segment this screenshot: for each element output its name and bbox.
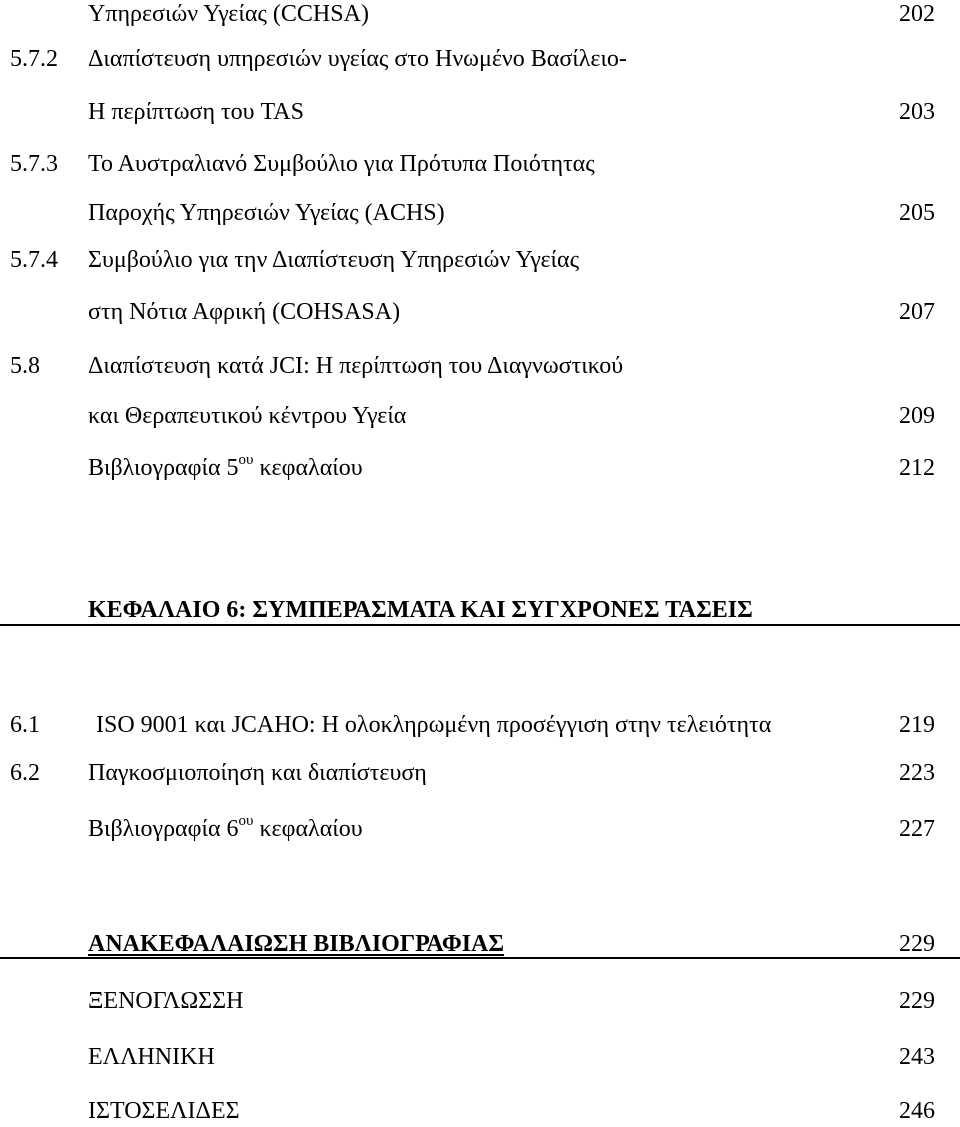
section-number-6-1: 6.1 xyxy=(10,712,40,738)
bibliography-summary-rule xyxy=(0,957,960,959)
toc-entry-greek: ΕΛΛΗΝΙΚΗ xyxy=(88,1044,215,1070)
bibliography-ch6-sup: ου xyxy=(238,813,254,829)
bibliography-ch5-sup: ου xyxy=(238,452,254,468)
toc-entry-cchsa-page: 202 xyxy=(899,1,935,27)
toc-entry-5-7-2-line1: Διαπίστευση υπηρεσιών υγείας στο Ηνωμένο Βασίλειο- xyxy=(88,46,627,72)
toc-entry-websites: ΙΣΤΟΣΕΛΙΔΕΣ xyxy=(88,1098,240,1124)
bibliography-summary-heading: ΑΝΑΚΕΦΑΛΑΙΩΣΗ ΒΙΒΛΙΟΓΡΑΦΙΑΣ xyxy=(88,931,505,957)
section-number-6-2: 6.2 xyxy=(10,760,40,786)
section-number-5-8: 5.8 xyxy=(10,353,40,379)
toc-entry-5-7-2-page: 203 xyxy=(899,99,935,125)
toc-entry-cchsa-text: Υπηρεσιών Υγείας (CCHSA) xyxy=(88,1,369,27)
toc-entry-foreign-language-page: 229 xyxy=(899,988,935,1014)
toc-entry-5-8-line1: Διαπίστευση κατά JCI: Η περίπτωση του Διαγνωστικού xyxy=(88,353,624,379)
toc-entry-6-1-text: ISO 9001 και JCAHO: Η ολοκληρωμένη προσέγγιση στην τελειότητα xyxy=(96,712,772,738)
toc-entry-5-7-4-page: 207 xyxy=(899,299,935,325)
toc-entry-bibliography-ch6 xyxy=(88,815,363,843)
bibliography-ch5-post: κεφαλαίου xyxy=(253,455,363,481)
bibliography-ch6-pre: Βιβλιογραφία 6 xyxy=(88,816,239,842)
toc-entry-6-2-page: 223 xyxy=(899,760,935,786)
toc-entry-bibliography-ch5 xyxy=(88,454,363,482)
toc-entry-5-7-2-line2: Η περίπτωση του TAS xyxy=(88,99,304,125)
chapter-6-heading: ΚΕΦΑΛΑΙΟ 6: ΣΥΜΠΕΡΑΣΜΑΤΑ ΚΑΙ ΣΥΓΧΡΟΝΕΣ ΤΑΣΕΙΣ xyxy=(88,597,753,623)
chapter-6-rule xyxy=(0,624,960,626)
toc-entry-greek-page: 243 xyxy=(899,1044,935,1070)
toc-entry-5-7-3-page: 205 xyxy=(899,200,935,226)
toc-entry-foreign-language: ΞΕΝΟΓΛΩΣΣΗ xyxy=(88,988,244,1014)
toc-entry-websites-page: 246 xyxy=(899,1098,935,1124)
toc-entry-6-2-text: Παγκοσμιοποίηση και διαπίστευση xyxy=(88,760,427,786)
toc-entry-5-7-3-line2: Παροχής Υπηρεσιών Υγείας (ACHS) xyxy=(88,200,445,226)
section-number-5-7-3: 5.7.3 xyxy=(10,151,58,177)
toc-entry-6-1-page: 219 xyxy=(899,712,935,738)
toc-entry-5-7-4-line1: Συμβούλιο για την Διαπίστευση Υπηρεσιών Υγείας xyxy=(88,247,580,273)
toc-entry-5-8-line2: και Θεραπευτικού κέντρου Υγεία xyxy=(88,403,407,429)
section-number-5-7-2: 5.7.2 xyxy=(10,46,58,72)
toc-entry-5-8-page: 209 xyxy=(899,403,935,429)
toc-entry-5-7-3-line1: Το Αυστραλιανό Συμβούλιο για Πρότυπα Ποιότητας xyxy=(88,151,595,177)
bibliography-summary-page: 229 xyxy=(899,931,935,957)
toc-entry-5-7-4-line2: στη Νότια Αφρική (COHSASA) xyxy=(88,299,401,325)
bibliography-ch6-post: κεφαλαίου xyxy=(253,816,363,842)
toc-entry-bibliography-ch6-page: 227 xyxy=(899,816,935,842)
toc-entry-bibliography-ch5-page: 212 xyxy=(899,455,935,481)
section-number-5-7-4: 5.7.4 xyxy=(10,247,58,273)
bibliography-ch5-pre: Βιβλιογραφία 5 xyxy=(88,455,239,481)
